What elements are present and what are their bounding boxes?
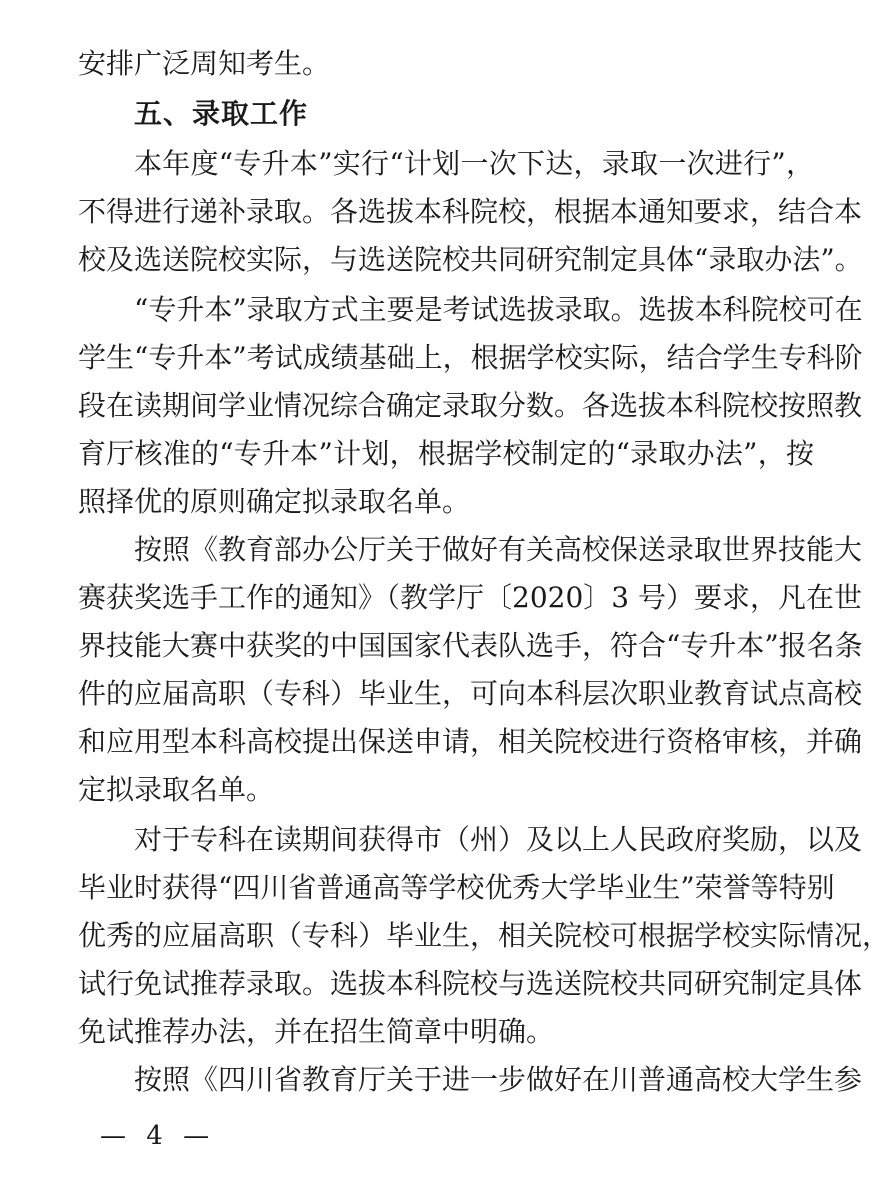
paragraph-line: 校及选送院校实际，与选送院校共同研究制定具体“录取办法”。	[78, 243, 863, 276]
paragraph-line: “专升本”录取方式主要是考试选拔录取。选拔本科院校可在	[134, 293, 863, 326]
paragraph-line: 本年度“专升本”实行“计划一次下达，录取一次进行”，	[134, 147, 814, 180]
paragraph-line: 赛获奖选手工作的通知》（教学厅〔2020〕3 号）要求，凡在世	[78, 581, 862, 614]
paragraph-line: 学生“专升本”考试成绩基础上，根据学校实际，结合学生专科阶	[78, 341, 863, 374]
paragraph-line: 对于专科在读期间获得市（州）及以上人民政府奖励，以及	[134, 823, 863, 856]
paragraph-line: 试行免试推荐录取。选拔本科院校与选送院校共同研究制定具体	[78, 967, 863, 1000]
section-heading: 五、录取工作	[134, 97, 309, 130]
paragraph-line: 毕业时获得“四川省普通高等学校优秀大学毕业生”荣誉等特别	[78, 871, 835, 904]
page-number: — 4 —	[100, 1121, 216, 1151]
paragraph-line: 件的应届高职（专科）毕业生，可向本科层次职业教育试点高校	[78, 677, 863, 710]
paragraph-line: 段在读期间学业情况综合确定录取分数。各选拔本科院校按照教	[78, 389, 863, 422]
paragraph-line: 界技能大赛中获奖的中国国家代表队选手，符合“专升本”报名条	[78, 629, 863, 662]
paragraph-line: 按照《教育部办公厅关于做好有关高校保送录取世界技能大	[134, 533, 863, 566]
paragraph-line: 和应用型本科高校提出保送申请，相关院校进行资格审核，并确	[78, 725, 863, 758]
paragraph-line: 照择优的原则确定拟录取名单。	[78, 485, 471, 518]
paragraph-line: 安排广泛周知考生。	[78, 47, 331, 80]
paragraph-line: 优秀的应届高职（专科）毕业生，相关院校可根据学校实际情况，	[78, 919, 891, 952]
paragraph-line: 不得进行递补录取。各选拔本科院校，根据本通知要求，结合本	[78, 195, 863, 228]
paragraph-line: 育厅核准的“专升本”计划，根据学校制定的“录取办法”，按	[78, 437, 814, 470]
paragraph-line: 按照《四川省教育厅关于进一步做好在川普通高校大学生参	[134, 1063, 863, 1096]
paragraph-line: 定拟录取名单。	[78, 773, 275, 806]
paragraph-line: 免试推荐办法，并在招生简章中明确。	[78, 1015, 555, 1048]
